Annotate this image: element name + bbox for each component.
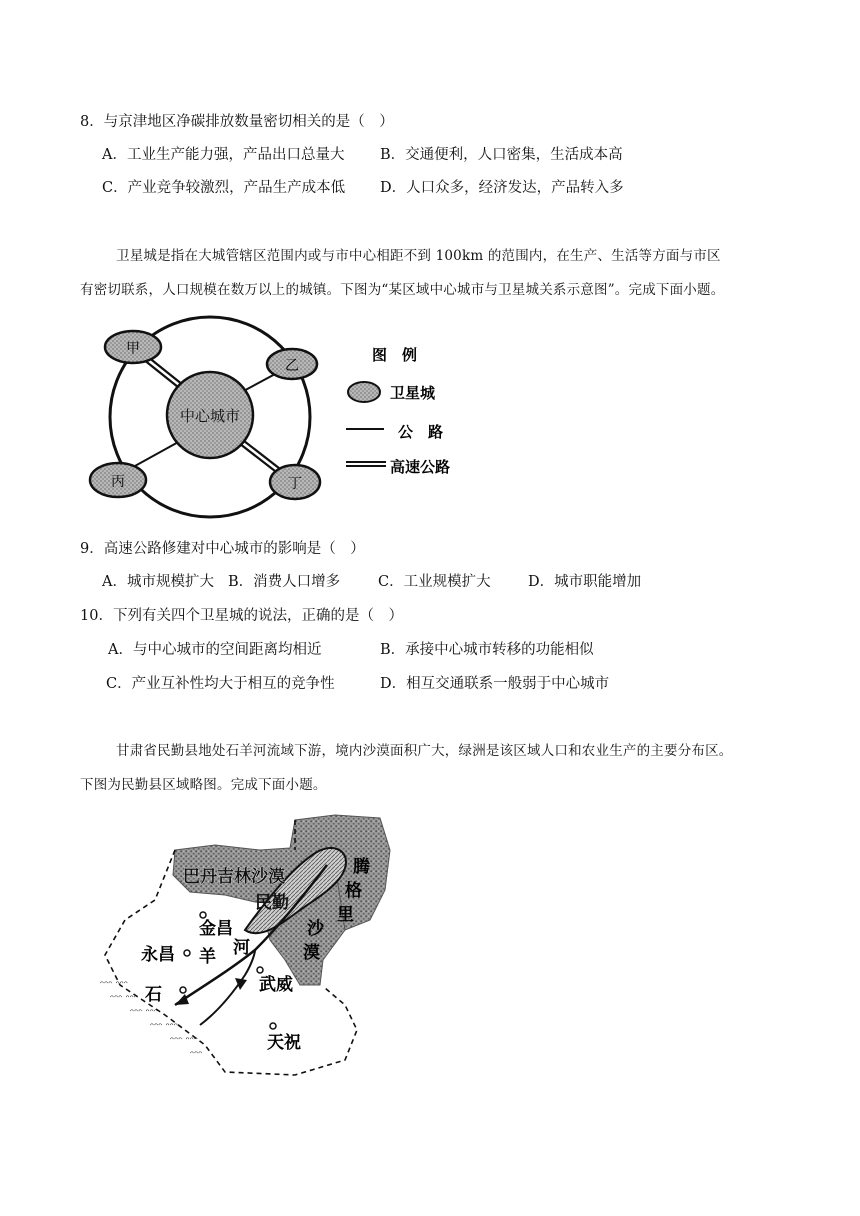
q8-stem: 8．与京津地区净碳排放数量密切相关的是（ ） xyxy=(80,114,394,130)
river-flow-arrow-1 xyxy=(175,994,189,1005)
tengger-char-3: 里 xyxy=(337,905,354,925)
minqin-region-map xyxy=(95,810,415,1080)
satellite-jia-label: 甲 xyxy=(126,341,140,357)
yongchang-label: 永昌 xyxy=(141,945,175,965)
passage2-line1: 甘肃省民勤县地处石羊河流域下游，境内沙漠面积广大，绿洲是该区域人口和农业生产的主要分布区。 xyxy=(116,743,733,759)
q8-option-d: D．人口众多，经济发达，产品转入多 xyxy=(380,180,624,196)
shi-label: 石 xyxy=(145,985,162,1005)
satellite-ding-label: 丁 xyxy=(288,476,302,492)
q9-option-b: B．消费人口增多 xyxy=(228,574,341,590)
q9-option-c: C．工业规模扩大 xyxy=(378,574,491,590)
tianzhu-dot xyxy=(270,1023,276,1029)
passage1-line2: 有密切联系，人口规模在数万以上的城镇。下图为“某区域中心城市与卫星城关系示意图”。完成下面小题。 xyxy=(80,282,725,298)
wuwei-dot xyxy=(257,967,263,973)
svg-text:ᵔᵔᵔ: ᵔᵔᵔ xyxy=(190,1050,203,1061)
satellite-city-diagram xyxy=(80,312,500,522)
svg-text:ᵔᵔᵔ ᵔᵔᵔ: ᵔᵔᵔ ᵔᵔᵔ xyxy=(150,1022,178,1033)
jinchang-label: 金昌 xyxy=(199,919,233,939)
center-city-label: 中心城市 xyxy=(179,407,241,425)
yongchang-dot xyxy=(184,950,190,956)
svg-text:ᵔᵔᵔ ᵔᵔᵔ: ᵔᵔᵔ ᵔᵔᵔ xyxy=(100,980,128,991)
jinchang-dot xyxy=(200,912,206,918)
passage2-line2: 下图为民勤县区域略图。完成下面小题。 xyxy=(80,777,327,793)
q9-option-d: D．城市职能增加 xyxy=(528,574,642,590)
q10-option-a: A．与中心城市的空间距离均相近 xyxy=(108,642,322,658)
badain-jaran-label: 巴丹吉林沙漠 xyxy=(183,867,285,887)
svg-text:ᵔᵔᵔ ᵔᵔᵔ: ᵔᵔᵔ ᵔᵔᵔ xyxy=(170,1036,198,1047)
legend-satellite-label: 卫星城 xyxy=(390,384,436,402)
tianzhu-label: 天祝 xyxy=(267,1033,301,1053)
q8-option-b: B．交通便利，人口密集，生活成本高 xyxy=(380,147,623,163)
tengger-char-4: 沙 xyxy=(307,919,324,939)
tengger-char-2: 格 xyxy=(345,881,362,901)
satellite-bing-label: 丙 xyxy=(111,474,125,490)
svg-text:ᵔᵔᵔ ᵔᵔᵔ: ᵔᵔᵔ ᵔᵔᵔ xyxy=(130,1008,158,1019)
q10-option-b: B．承接中心城市转移的功能相似 xyxy=(380,642,594,658)
q9-stem: 9．高速公路修建对中心城市的影响是（ ） xyxy=(80,541,365,557)
river-char-yang: 羊 xyxy=(199,947,216,967)
legend-satellite-symbol xyxy=(348,382,380,402)
legend-highway-label: 高速公路 xyxy=(390,458,451,476)
satellite-yi-label: 乙 xyxy=(285,358,299,374)
q8-option-c: C．产业竞争较激烈，产品生产成本低 xyxy=(102,180,346,196)
svg-text:ᵔᵔᵔ ᵔᵔᵔ: ᵔᵔᵔ ᵔᵔᵔ xyxy=(110,994,138,1005)
q9-option-a: A．城市规模扩大 xyxy=(102,574,214,590)
wuwei-label: 武威 xyxy=(259,975,293,995)
q10-option-c: C．产业互补性均大于相互的竞争性 xyxy=(106,676,335,692)
river-char-he: 河 xyxy=(233,938,250,958)
q8-option-a: A．工业生产能力强，产品出口总量大 xyxy=(102,147,345,163)
q10-option-d: D．相互交通联系一般弱于中心城市 xyxy=(380,676,610,692)
tengger-char-5: 漠 xyxy=(303,943,320,963)
passage1-line1: 卫星城是指在大城管辖区范围内或与市中心相距不到 100km 的范围内，在生产、生活等方面与市区 xyxy=(116,248,721,264)
legend-title: 图 例 xyxy=(372,346,418,364)
minqin-label: 民勤 xyxy=(255,893,289,913)
tengger-char-1: 腾 xyxy=(353,857,370,877)
shi-dot xyxy=(180,987,186,993)
q10-stem: 10．下列有关四个卫星城的说法，正确的是（ ） xyxy=(80,608,403,624)
legend-road-label: 公 路 xyxy=(398,423,444,441)
